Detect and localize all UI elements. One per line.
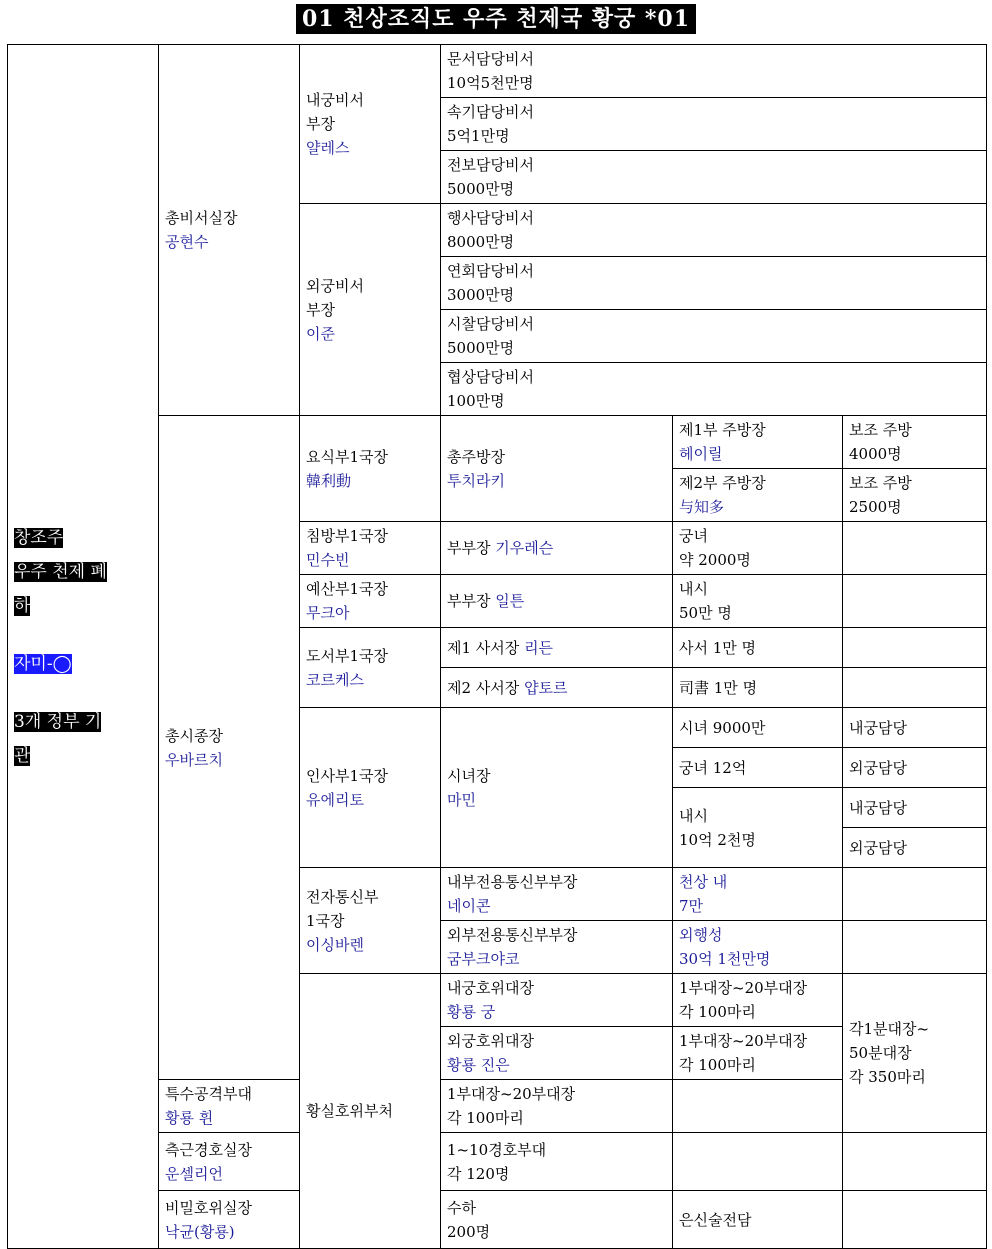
root-line5: 3개 정부 기 [14, 711, 102, 732]
hr-staff-3-role2: 외궁담당 [843, 828, 987, 868]
item-title: 연회담당비서 [447, 262, 534, 280]
secretariat-name: 공현수 [165, 233, 209, 251]
sub-title: 1부대장~20부대장 [679, 979, 808, 997]
guard-unit [441, 1027, 673, 1080]
unit-name: 낙균(황룡) [165, 1222, 235, 1241]
comm-count: 7만 [679, 897, 704, 915]
bed-mid [441, 522, 673, 575]
empty-cell [843, 628, 987, 668]
mid-title: 부부장 [447, 539, 491, 557]
staff-title: 궁녀 [679, 527, 708, 545]
unit-name: 황룡 휜 [165, 1109, 214, 1127]
squad-line3: 각 350마리 [849, 1068, 926, 1086]
item-count: 8000만명 [447, 233, 515, 251]
secretary-item [441, 151, 987, 204]
librarian-title: 제1 사서장 [447, 638, 520, 657]
item-count: 5억1만명 [447, 127, 510, 145]
sub-count: 각 120명 [447, 1164, 510, 1183]
secretary-item [441, 204, 987, 257]
sub-title: 1부대장~20부대장 [447, 1085, 576, 1103]
sub-count: 200명 [447, 1222, 491, 1241]
sub-count: 각 100마리 [447, 1109, 524, 1127]
comm-name: 네이콘 [447, 897, 491, 915]
inner-sub: 부장 [306, 115, 335, 133]
comm-title: 내부전용통신부부장 [447, 873, 578, 891]
hr-staff-2-role: 외궁담당 [843, 748, 987, 788]
guard-stealth: 은신술전담 [673, 1191, 843, 1249]
unit-title: 외궁호위대장 [447, 1032, 534, 1050]
staff-count: 약 2000명 [679, 551, 751, 569]
kitchen-2-side [843, 469, 987, 522]
budget-mid [441, 575, 673, 628]
unit-title: 내궁호위대장 [447, 979, 534, 997]
item-title: 시찰담당비서 [447, 315, 534, 333]
librarian-title: 제2 사서장 [447, 678, 520, 697]
sub-count: 각 100마리 [679, 1003, 756, 1021]
outer-secretary [300, 204, 441, 416]
mid-name: 일튼 [495, 592, 525, 610]
kitchen-title: 제1부 주방장 [679, 421, 766, 439]
comm-inner [441, 868, 673, 921]
unit-name: 황룡 진은 [447, 1056, 510, 1074]
guard-sub [441, 1080, 673, 1133]
comm-name: 굼부크야코 [447, 950, 520, 968]
unit-title: 측근경호실장 [165, 1140, 252, 1159]
inner-secretary [300, 45, 441, 204]
comm-outer-staff [673, 921, 843, 974]
chamberlain-title: 총시종장 [165, 726, 223, 745]
kitchen-1 [673, 416, 843, 469]
root-line4: 자미-◯ [14, 653, 72, 674]
side-count: 2500명 [849, 498, 902, 516]
sub-title: 1~10경호부대 [447, 1140, 547, 1159]
chamberlain-head [159, 416, 300, 1080]
guard-head: 황실호위부처 [300, 974, 441, 1249]
unit-title: 비밀호위실장 [165, 1198, 252, 1217]
root-line1: 창조주 [14, 527, 64, 548]
title-text: 01 천상조직도 우주 천제국 황궁 *01 [296, 4, 696, 34]
item-title: 행사담당비서 [447, 209, 534, 227]
food-chief [441, 416, 673, 522]
librarian-2 [441, 668, 673, 708]
guard-unit [159, 1133, 300, 1191]
unit-name: 운셀리언 [165, 1164, 223, 1183]
empty-cell [843, 1191, 987, 1249]
side-title: 보조 주방 [849, 474, 912, 492]
guard-sub [673, 1027, 843, 1080]
unit-name: 황룡 궁 [447, 1003, 496, 1021]
librarian-1-staff: 사서 1만 명 [673, 628, 843, 668]
dept-name: 민수빈 [306, 551, 350, 569]
mid-name: 마민 [447, 790, 476, 809]
kitchen-2 [673, 469, 843, 522]
empty-cell [843, 1133, 987, 1191]
chamberlain-name: 우바르치 [165, 750, 223, 769]
dept-title: 전자통신부 [306, 887, 379, 906]
dept-title: 도서부1국장 [306, 646, 388, 665]
item-title: 문서담당비서 [447, 50, 534, 68]
dept-title: 요식부1국장 [306, 447, 388, 466]
unit-title: 특수공격부대 [165, 1085, 252, 1103]
budget-dept [300, 575, 441, 628]
hr-staff-1-role: 내궁담당 [843, 708, 987, 748]
comm-title: 외부전용통신부부장 [447, 926, 578, 944]
item-title: 협상담당비서 [447, 368, 534, 386]
comm-inner-staff [673, 868, 843, 921]
bed-dept [300, 522, 441, 575]
chief-name: 투치라키 [447, 471, 505, 490]
dept-name: 코르케스 [306, 670, 364, 689]
dept-title: 예산부1국장 [306, 580, 388, 598]
side-count: 4000명 [849, 445, 902, 463]
hr-staff-3-role1: 내궁담당 [843, 788, 987, 828]
inner-title: 내궁비서 [306, 91, 364, 109]
kitchen-name: 与知多 [679, 498, 725, 516]
org-chart-table [7, 44, 987, 1249]
guard-squads [843, 974, 987, 1133]
librarian-name: 리든 [524, 638, 554, 657]
library-dept [300, 628, 441, 708]
side-title: 보조 주방 [849, 421, 912, 439]
outer-name: 이준 [306, 324, 335, 343]
secretary-item [441, 257, 987, 310]
empty-cell [843, 522, 987, 575]
outer-title: 외궁비서 [306, 276, 364, 295]
hr-staff-3 [673, 788, 843, 868]
guard-sub [673, 974, 843, 1027]
squad-line2: 50분대장 [849, 1044, 912, 1062]
dept-name: 韓利動 [306, 471, 352, 490]
dept-title: 인사부1국장 [306, 766, 388, 785]
dept-sub: 1국장 [306, 911, 345, 930]
secretariat-head [159, 45, 300, 416]
comm-scope: 외행성 [679, 926, 723, 944]
empty-cell [843, 575, 987, 628]
dept-name: 이싱바렌 [306, 935, 364, 954]
sub-title: 수하 [447, 1198, 476, 1217]
root-line2: 우주 천제 폐 [14, 561, 107, 582]
kitchen-title: 제2부 주방장 [679, 474, 766, 492]
empty-cell [843, 921, 987, 974]
comm-outer [441, 921, 673, 974]
secretary-item [441, 45, 987, 98]
comm-scope: 천상 내 [679, 873, 728, 891]
secretariat-title: 총비서실장 [165, 209, 238, 227]
librarian-2-staff: 司書 1만 명 [673, 668, 843, 708]
guard-unit [441, 974, 673, 1027]
empty-cell [843, 668, 987, 708]
secretary-item [441, 98, 987, 151]
empty-cell [843, 868, 987, 921]
budget-staff [673, 575, 843, 628]
staff-title: 내시 [679, 806, 708, 825]
librarian-name: 얍토르 [524, 678, 568, 697]
secretary-item [441, 310, 987, 363]
secretary-item [441, 363, 987, 416]
root-cell [8, 45, 159, 1249]
comm-dept [300, 868, 441, 974]
guard-sub [441, 1191, 673, 1249]
item-title: 전보담당비서 [447, 156, 534, 174]
dept-name: 유에리토 [306, 790, 364, 809]
food-dept [300, 416, 441, 522]
hr-staff-1: 시녀 9000만 [673, 708, 843, 748]
item-title: 속기담당비서 [447, 103, 534, 121]
staff-count: 50만 명 [679, 604, 732, 622]
item-count: 3000만명 [447, 286, 515, 304]
guard-unit [159, 1191, 300, 1249]
mid-title: 부부장 [447, 592, 491, 610]
root-line3: 하 [14, 595, 31, 616]
guard-sub [441, 1133, 673, 1191]
item-count: 10억5천만명 [447, 74, 534, 92]
item-count: 5000만명 [447, 180, 515, 198]
hr-dept [300, 708, 441, 868]
inner-name: 얄레스 [306, 139, 350, 157]
mid-title: 시녀장 [447, 766, 491, 785]
mid-name: 기우레슨 [495, 539, 554, 557]
chief-title: 총주방장 [447, 447, 505, 466]
kitchen-name: 헤이릴 [679, 445, 723, 463]
dept-name: 무크아 [306, 604, 350, 622]
table-row [8, 45, 987, 98]
outer-sub: 부장 [306, 300, 335, 319]
hr-mid [441, 708, 673, 868]
root-line6: 관 [14, 745, 31, 766]
hr-staff-2: 궁녀 12억 [673, 748, 843, 788]
staff-title: 내시 [679, 580, 708, 598]
dept-title: 침방부1국장 [306, 527, 388, 545]
bed-staff [673, 522, 843, 575]
item-count: 5000만명 [447, 339, 515, 357]
sub-count: 각 100마리 [679, 1056, 756, 1074]
guard-unit [159, 1080, 300, 1133]
librarian-1 [441, 628, 673, 668]
squad-line1: 각1분대장~ [849, 1020, 930, 1038]
item-count: 100만명 [447, 392, 505, 410]
empty-cell [673, 1133, 843, 1191]
page-title [0, 4, 992, 34]
kitchen-1-side [843, 416, 987, 469]
sub-title: 1부대장~20부대장 [679, 1032, 808, 1050]
comm-count: 30억 1천만명 [679, 950, 771, 968]
staff-count: 10억 2천명 [679, 830, 756, 849]
